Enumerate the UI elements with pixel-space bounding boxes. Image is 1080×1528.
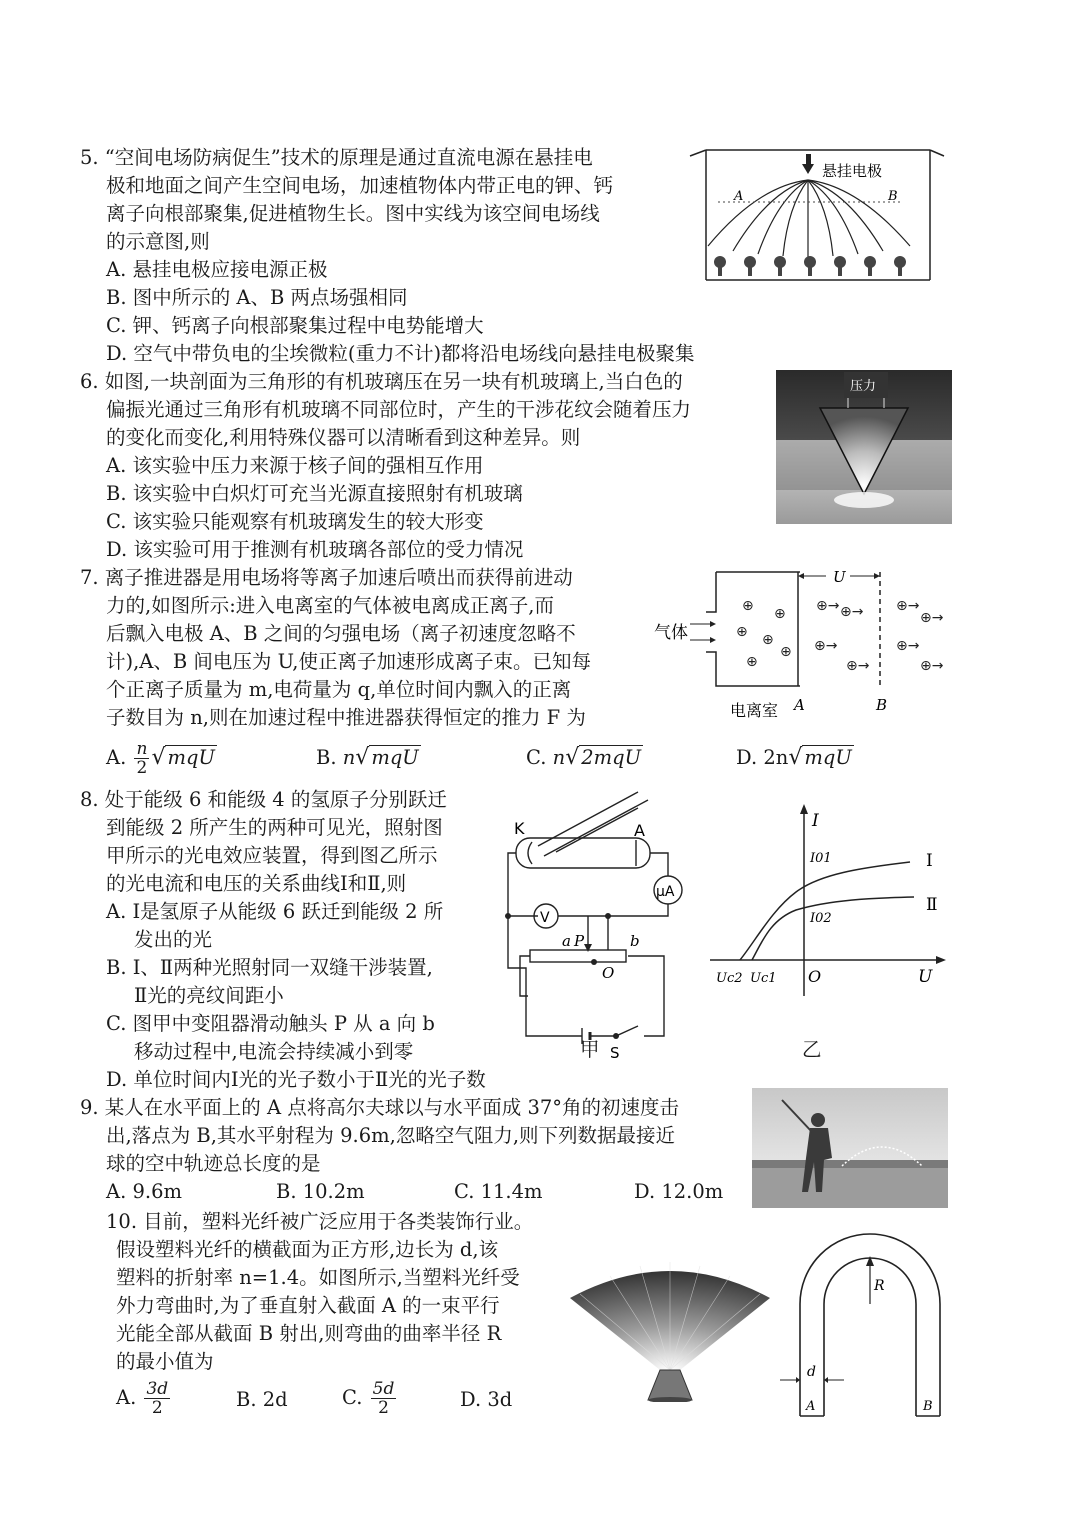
q8-jia-microammeter-label: μA xyxy=(656,884,675,900)
q6-line-2: 偏振光通过三角形有机玻璃不同部位时，产生的干涉花纹会随着压力 xyxy=(106,398,692,421)
q6-option-a: A. 该实验中压力来源于核子间的强相互作用 xyxy=(106,454,484,477)
q7-positive-ions xyxy=(736,598,944,674)
q6-option-c: C. 该实验只能观察有机玻璃发生的较大形变 xyxy=(106,510,484,533)
q8-option-c: C. 图甲中变阻器滑动触头 P 从 a 向 b xyxy=(106,1012,435,1035)
q7-electrode-b-label: B xyxy=(876,696,888,714)
q7-line-1: 7. 离子推进器是用电场将等离子加速后喷出而获得前进动 xyxy=(80,566,573,589)
q8-option-b-cont: Ⅱ光的亮纹间距小 xyxy=(134,984,284,1007)
q8-line-4: 的光电流和电压的关系曲线Ⅰ和Ⅱ,则 xyxy=(106,872,407,895)
q9-option-b: B. 10.2m xyxy=(276,1180,365,1203)
q8-jia-caption: 甲 xyxy=(580,1038,600,1061)
svg-text:⊕→: ⊕→ xyxy=(816,598,840,614)
q8-jia-point-o: O xyxy=(602,964,615,982)
q8-yi-i01-label: I01 xyxy=(810,851,832,866)
q7-line-5: 个正离子质量为 m,电荷量为 q,单位时间内飘入的正离 xyxy=(106,678,572,701)
svg-text:⊕→: ⊕→ xyxy=(920,658,944,674)
q10-line-6: 的最小值为 xyxy=(116,1350,214,1373)
q5-option-d: D. 空气中带负电的尘埃微粒(重力不计)都将沿电场线向悬挂电极聚集 xyxy=(106,342,695,365)
q5-option-b: B. 图中所示的 A、B 两点场强相同 xyxy=(106,286,408,309)
q5-electric-field-figure xyxy=(688,146,948,282)
q8-jia-cathode-label: K xyxy=(514,819,525,838)
q8-line-1: 8. 处于能级 6 和能级 4 的氢原子分别跃迁 xyxy=(80,788,447,811)
q9-option-c: C. 11.4m xyxy=(454,1180,543,1203)
q8-option-c-cont: 移动过程中,电流会持续减小到零 xyxy=(134,1040,414,1063)
q8-option-b: B. Ⅰ、Ⅱ两种光照射同一双缝干涉装置, xyxy=(106,956,433,979)
svg-text:⊕: ⊕ xyxy=(742,598,754,614)
q8-option-a: A. Ⅰ是氢原子从能级 6 跃迁到能级 2 所 xyxy=(106,900,444,923)
q8-jia-voltmeter-label: V xyxy=(540,910,550,926)
q5-option-a: A. 悬挂电极应接电源正极 xyxy=(106,258,328,281)
q7-ion-thruster-figure xyxy=(650,566,950,722)
q9-line-1: 9. 某人在水平面上的 A 点将高尔夫球以与水平面成 37°角的初速度击 xyxy=(80,1096,680,1119)
q5-point-b-label: B xyxy=(888,189,898,204)
q7-line-4: 计),A、B 间电压为 U,使正离子加速形成离子束。已知每 xyxy=(106,650,591,673)
q7-gas-label: 气体 xyxy=(654,623,688,643)
q10-option-d: D. 3d xyxy=(460,1388,513,1411)
q10-line-2: 假设塑料光纤的横截面为正方形,边长为 d,该 xyxy=(116,1238,499,1261)
q8-yi-i02-label: I02 xyxy=(810,911,832,926)
svg-text:⊕: ⊕ xyxy=(780,644,792,660)
q7-option-b: B. n√ mqU xyxy=(316,745,419,770)
q8-jia-point-a: a xyxy=(562,932,571,950)
q8-yi-uc2-label: Uc2 xyxy=(716,971,743,986)
q7-option-a: A. $\frac{n}{2}$ √ mqU xyxy=(106,739,215,778)
q10-line-3: 塑料的折射率 n=1.4。如图所示,当塑料光纤受 xyxy=(116,1266,520,1289)
q8-jia-slider-p: P xyxy=(574,932,585,950)
svg-text:⊕→: ⊕→ xyxy=(896,598,920,614)
svg-text:⊕: ⊕ xyxy=(736,624,748,640)
q10-line-4: 外力弯曲时,为了垂直射入截面 A 的一束平行 xyxy=(116,1294,500,1317)
q8-yi-uc1-label: Uc1 xyxy=(750,971,777,986)
q6-line-1: 6. 如图,一块剖面为三角形的有机玻璃压在另一块有机玻璃上,当白色的 xyxy=(80,370,683,393)
q10-face-a-label: A xyxy=(806,1399,816,1414)
svg-text:⊕: ⊕ xyxy=(774,606,786,622)
q8-line-3: 甲所示的光电效应装置，得到图乙所示 xyxy=(106,844,438,867)
q10-option-a: A. $\frac{3d}{2}$ xyxy=(116,1379,169,1418)
q6-option-b: B. 该实验中白炽灯可充当光源直接照射有机玻璃 xyxy=(106,482,523,505)
q10-radius-label: R xyxy=(874,1278,885,1294)
q7-line-6: 子数目为 n,则在加速过程中推进器获得恒定的推力 F 为 xyxy=(106,706,586,729)
q10-width-d-label: d xyxy=(807,1364,816,1380)
q5-plants xyxy=(714,256,906,276)
q9-option-d: D. 12.0m xyxy=(634,1180,724,1203)
q9-line-2: 出,落点为 B,其水平射程为 9.6m,忽略空气阻力,则下列数据最接近 xyxy=(106,1124,676,1147)
q8-yi-u-axis-label: U xyxy=(918,967,933,987)
q8-yi-caption: 乙 xyxy=(802,1038,822,1061)
q6-pressure-label: 压力 xyxy=(850,379,877,394)
q8-yi-origin-label: O xyxy=(808,967,822,986)
q8-line-2: 到能级 2 所产生的两种可见光，照射图 xyxy=(106,816,443,839)
svg-text:⊕→: ⊕→ xyxy=(896,638,920,654)
svg-text:⊕→: ⊕→ xyxy=(840,604,864,620)
q8-iv-graph-yi xyxy=(700,800,950,1000)
q5-electrode-label: 悬挂电极 xyxy=(822,162,883,180)
q7-line-3: 后飘入电极 A、B 之间的匀强电场（离子初速度忽略不 xyxy=(106,622,576,645)
q6-line-3: 的变化而变化,利用特殊仪器可以清晰看到这种差异。则 xyxy=(106,426,581,449)
q10-line-5: 光能全部从截面 B 射出,则弯曲的曲率半径 R xyxy=(116,1322,502,1345)
q8-yi-curve-1-label: Ⅰ xyxy=(926,851,933,871)
q8-yi-curve-2-label: Ⅱ xyxy=(926,895,938,915)
q5-line-2: 极和地面之间产生空间电场，加速植物体内带正电的钾、钙 xyxy=(106,174,614,197)
q10-line-1: 10. 目前，塑料光纤被广泛应用于各类装饰行业。 xyxy=(106,1210,534,1233)
svg-text:⊕: ⊕ xyxy=(746,654,758,670)
q8-option-d: D. 单位时间内Ⅰ光的光子数小于Ⅱ光的光子数 xyxy=(106,1068,486,1091)
svg-text:⊕: ⊕ xyxy=(762,632,774,648)
q9-line-3: 球的空中轨迹总长度的是 xyxy=(106,1152,321,1175)
q6-photoelastic-photo xyxy=(776,370,952,524)
q10-bent-fiber-diagram xyxy=(780,1218,950,1424)
q8-yi-i-axis-label: I xyxy=(812,811,819,831)
q5-point-a-label: A xyxy=(734,189,744,204)
q9-option-a: A. 9.6m xyxy=(106,1180,182,1203)
q10-option-c: C. $\frac{5d}{2}$ xyxy=(342,1379,395,1418)
svg-text:⊕→: ⊕→ xyxy=(920,610,944,626)
q5-line-3: 离子向根部聚集,促进植物生长。图中实线为该空间电场线 xyxy=(106,202,600,225)
q7-option-d: D. 2n√ mqU xyxy=(736,745,852,770)
q8-jia-point-b: b xyxy=(630,932,640,950)
q7-electrode-a-label: A xyxy=(794,696,805,714)
q7-option-c: C. n√ 2mqU xyxy=(526,745,642,770)
q8-option-a-cont: 发出的光 xyxy=(134,928,213,951)
q7-line-2: 力的,如图所示:进入电离室的气体被电离成正离子,而 xyxy=(106,594,554,617)
q7-chamber-label: 电离室 xyxy=(730,701,779,720)
q5-line-1: 5. “空间电场防病促生”技术的原理是通过直流电源在悬挂电 xyxy=(80,146,593,169)
q8-photoelectric-circuit-jia xyxy=(498,786,694,1064)
q10-face-b-label: B xyxy=(923,1399,933,1414)
q5-line-4: 的示意图,则 xyxy=(106,230,210,253)
svg-text:⊕→: ⊕→ xyxy=(814,638,838,654)
svg-text:⊕→: ⊕→ xyxy=(846,658,870,674)
q9-golfer-photo xyxy=(752,1088,948,1208)
q8-jia-switch-s: S xyxy=(610,1044,620,1062)
q5-option-c: C. 钾、钙离子向根部聚集过程中电势能增大 xyxy=(106,314,484,337)
q7-voltage-label: U xyxy=(833,568,846,586)
q10-fiber-lamp-photo xyxy=(560,1254,780,1402)
q6-option-d: D. 该实验可用于推测有机玻璃各部位的受力情况 xyxy=(106,538,524,561)
q8-jia-anode-label: A xyxy=(634,821,645,840)
q10-option-b: B. 2d xyxy=(236,1388,288,1411)
